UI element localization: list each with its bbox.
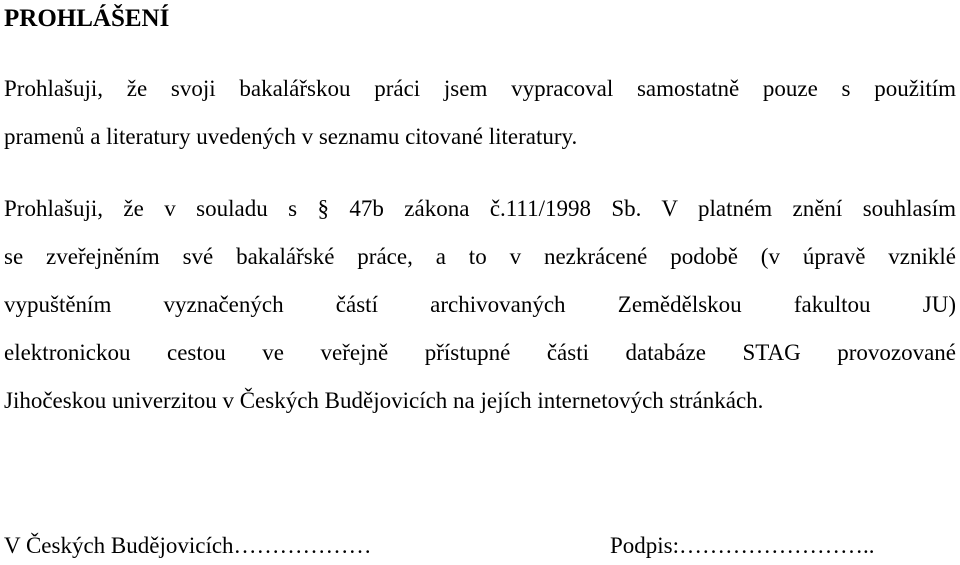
signature-field: Podpis:……………………..: [610, 533, 875, 558]
document-heading: PROHLÁŠENÍ: [4, 5, 170, 32]
paragraph-line: se zveřejněním své bakalářské práce, a to v nezkrácené podobě (v úpravě vzniklé: [4, 244, 956, 269]
paragraph-line: elektronickou cestou ve veřejně přístupné části databáze STAG provozované: [4, 340, 956, 365]
declaration-paragraph-1: [4, 74, 956, 170]
paragraph-line: Jihočeskou univerzitou v Českých Budějovicích na jejích internetových stránkách.: [4, 388, 764, 413]
signature-row: [4, 531, 956, 561]
paragraph-line: pramenů a literatury uvedených v seznamu citované literatury.: [4, 124, 578, 149]
place-date-field: V Českých Budějovicích………………: [4, 533, 372, 558]
paragraph-line: Prohlašuji, že svoji bakalářskou práci jsem vypracoval samostatně pouze s použitím: [4, 76, 956, 101]
declaration-paragraph-2: [4, 194, 956, 434]
paragraph-line: Prohlašuji, že v souladu s § 47b zákona č.111/1998 Sb. V platném znění souhlasím: [4, 196, 956, 221]
paragraph-line: vypuštěním vyznačených částí archivovaných Zemědělskou fakultou JU): [4, 292, 956, 317]
